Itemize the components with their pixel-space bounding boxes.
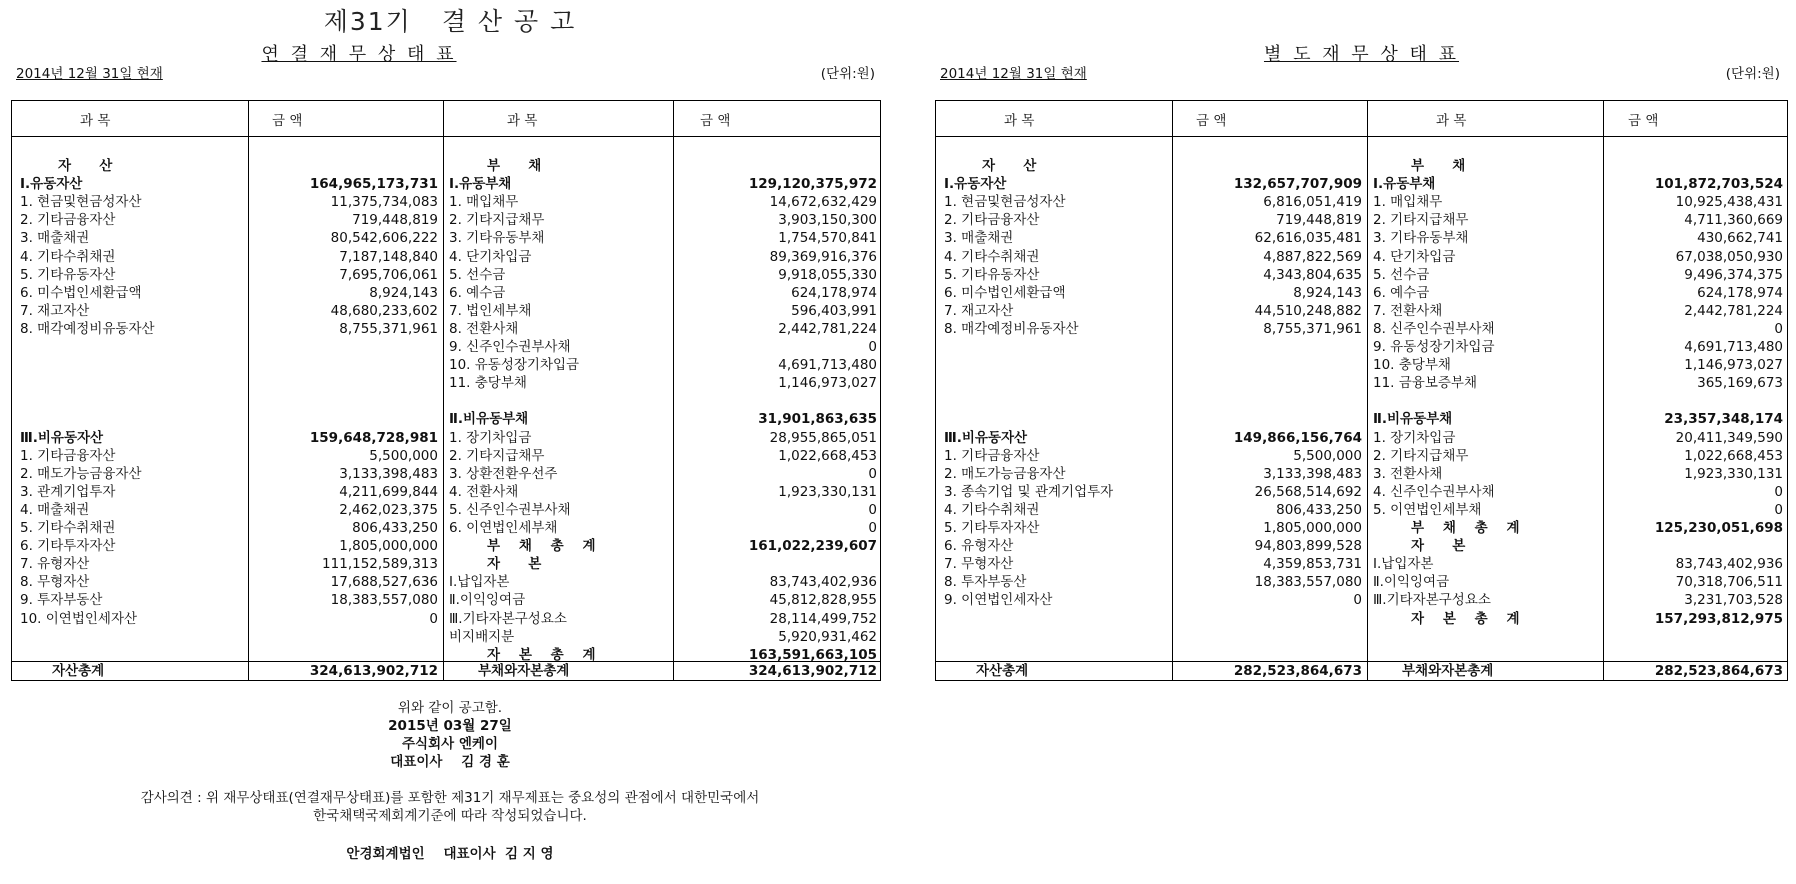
liabilities-amount: 28,955,865,051 [769, 429, 877, 446]
assets-amount: 7,695,706,061 [339, 266, 438, 283]
assets-label: 자 산 [982, 158, 1037, 174]
assets-label: 1. 현금및현금성자산 [20, 194, 142, 211]
liabilities-label: 11. 충당부채 [449, 375, 527, 392]
assets-amount: 0 [1353, 592, 1362, 609]
liabilities-label: Ⅱ.비유동부채 [1373, 411, 1453, 428]
assets-label: 1. 기타금융자산 [20, 447, 116, 464]
header-item: 과 목 [507, 113, 538, 129]
liabilities-label: 6. 이연법인세부채 [449, 520, 558, 536]
liabilities-label: 자 본 [487, 556, 542, 573]
assets-label: 8. 매각예정비유동자산 [20, 320, 155, 337]
liabilities-label: 비지배지분 [449, 628, 515, 645]
liabilities-label: 5. 신주인수권부사채 [449, 501, 571, 518]
liabilities-amount: 89,369,916,376 [769, 248, 877, 265]
liabilities-amount: 125,230,051,698 [1654, 520, 1783, 536]
liabilities-amount: 10,925,438,431 [1675, 194, 1783, 211]
separate-table [935, 100, 1788, 681]
liabilities-amount: 1,923,330,131 [1684, 465, 1783, 482]
liabilities-amount: 101,872,703,524 [1654, 176, 1783, 193]
assets-amount: 719,448,819 [1276, 212, 1362, 229]
liabilities-label: 9. 신주인수권부사채 [449, 339, 571, 355]
assets-label: 2. 기타금융자산 [944, 212, 1040, 229]
liabilities-label: 5. 선수금 [449, 266, 506, 283]
liabilities-label: 2. 기타지급채무 [449, 447, 545, 464]
liabilities-label: Ⅰ.납입자본 [449, 574, 510, 591]
assets-label: 7. 유형자산 [20, 556, 90, 573]
liabilities-label: 8. 신주인수권부사채 [1373, 320, 1495, 337]
liabilities-label: Ⅰ.납입자본 [1373, 556, 1434, 573]
liabilities-amount: 0 [868, 501, 877, 518]
assets-amount: 44,510,248,882 [1254, 302, 1362, 319]
liabilities-amount: 2,442,781,224 [778, 320, 877, 337]
liabilities-label: 부 채 총 계 [1411, 520, 1520, 536]
liabilities-amount: 5,920,931,462 [778, 628, 877, 645]
liabilities-amount: 9,496,374,375 [1684, 266, 1783, 283]
assets-amount: 17,688,527,636 [330, 574, 438, 591]
company-name: 주식회사 엔케이 [402, 736, 498, 752]
assets-label: 8. 무형자산 [20, 574, 90, 591]
assets-amount: 26,568,514,692 [1254, 483, 1362, 500]
assets-amount: 8,924,143 [1293, 284, 1362, 301]
liabilities-amount: 4,691,713,480 [778, 357, 877, 374]
consolidated-statement [11, 40, 897, 680]
liabilities-amount: 9,918,055,330 [778, 266, 877, 283]
header-amount: 금 액 [700, 113, 731, 129]
liabilities-amount: 4,691,713,480 [1684, 339, 1783, 355]
liabilities-amount: 430,662,741 [1697, 230, 1783, 247]
liabilities-amount: 20,411,349,590 [1675, 429, 1783, 446]
assets-label: 1. 기타금융자산 [944, 447, 1040, 464]
liabilities-label: 5. 선수금 [1373, 266, 1430, 283]
liabilities-label: 6. 예수금 [449, 284, 506, 301]
liabilities-label: 3. 기타유동부채 [449, 230, 545, 247]
liabilities-label: 11. 금융보증부채 [1373, 375, 1478, 392]
liabilities-amount: 1,923,330,131 [778, 483, 877, 500]
header-item: 과 목 [80, 113, 111, 129]
assets-label: 6. 미수법인세환급액 [20, 284, 142, 301]
consolidated-table [11, 100, 881, 681]
liabilities-amount: 14,672,632,429 [769, 194, 877, 211]
liabilities-amount: 4,711,360,669 [1684, 212, 1783, 229]
liabilities-label: 4. 단기차입금 [1373, 248, 1456, 265]
liabilities-amount: 1,022,668,453 [1684, 447, 1783, 464]
assets-label: 8. 투자부동산 [944, 574, 1027, 591]
assets-label: 5. 기타투자자산 [944, 520, 1040, 536]
liabilities-label: 4. 단기차입금 [449, 248, 532, 265]
assets-label: 10. 이연법인세자산 [20, 610, 138, 627]
liabilities-amount: 129,120,375,972 [748, 176, 877, 193]
header-amount: 금 액 [1628, 113, 1659, 129]
audit-opinion-line2: 한국채택국제회계기준에 따라 작성되었습니다. [313, 808, 587, 824]
assets-amount: 164,965,173,731 [309, 176, 438, 193]
liabilities-label: 3. 기타유동부채 [1373, 230, 1469, 247]
assets-amount: 3,133,398,483 [1263, 465, 1362, 482]
assets-label: 4. 기타수취채권 [20, 248, 116, 265]
separate-date: 2014년 12월 31일 현재 [940, 66, 1087, 82]
assets-amount: 159,648,728,981 [309, 429, 438, 446]
assets-label: 2. 매도가능금융자산 [944, 465, 1066, 482]
assets-amount: 149,866,156,764 [1233, 429, 1362, 446]
assets-label: 2. 매도가능금융자산 [20, 465, 142, 482]
total-liab: 282,523,864,673 [1654, 663, 1783, 679]
liabilities-amount: 624,178,974 [791, 284, 877, 301]
total-assets: 282,523,864,673 [1233, 663, 1362, 679]
liabilities-amount: 1,146,973,027 [1684, 357, 1783, 374]
assets-amount: 132,657,707,909 [1233, 176, 1362, 193]
liabilities-amount: 0 [868, 339, 877, 355]
assets-label: 8. 매각예정비유동자산 [944, 320, 1079, 337]
liabilities-amount: 70,318,706,511 [1675, 574, 1783, 591]
assets-amount: 1,805,000,000 [1263, 520, 1362, 536]
assets-amount: 4,359,853,731 [1263, 556, 1362, 573]
liabilities-amount: 28,114,499,752 [769, 610, 877, 627]
liabilities-label: Ⅱ.이익잉여금 [1373, 574, 1450, 591]
liabilities-amount: 0 [868, 520, 877, 536]
separate-unit: (단위:원) [1725, 66, 1780, 82]
liabilities-amount: 1,754,570,841 [778, 230, 877, 247]
liabilities-amount: 45,812,828,955 [769, 592, 877, 609]
liabilities-label: 10. 유동성장기차입금 [449, 357, 580, 374]
liabilities-amount: 23,357,348,174 [1664, 411, 1783, 428]
liabilities-amount: 0 [1774, 483, 1783, 500]
assets-label: 4. 기타수취채권 [944, 248, 1040, 265]
liabilities-amount: 67,038,050,930 [1675, 248, 1783, 265]
liabilities-label: Ⅲ.기타자본구성요소 [1373, 592, 1491, 609]
liabilities-amount: 83,743,402,936 [1675, 556, 1783, 573]
liabilities-label: 1. 장기차입금 [1373, 429, 1456, 446]
assets-amount: 62,616,035,481 [1254, 230, 1362, 247]
liabilities-label: 자 본 총 계 [487, 646, 596, 663]
liabilities-label: 부 채 [487, 158, 542, 174]
liabilities-label: 1. 매입채무 [449, 194, 519, 211]
liabilities-label: 9. 유동성장기차입금 [1373, 339, 1495, 355]
liabilities-amount: 0 [1774, 320, 1783, 337]
assets-label: 5. 기타유동자산 [944, 266, 1040, 283]
liabilities-amount: 1,146,973,027 [778, 375, 877, 392]
liabilities-amount: 163,591,663,105 [748, 646, 877, 663]
audit-opinion-line1: 감사의견 : 위 재무상태표(연결재무상태표)를 포함한 제31기 재무제표는 중요성의 관점에서 대한민국에서 [140, 790, 760, 806]
assets-label: 4. 기타수취채권 [944, 501, 1040, 518]
consolidated-date: 2014년 12월 31일 현재 [16, 66, 163, 82]
assets-amount: 3,133,398,483 [339, 465, 438, 482]
liabilities-amount: 3,231,703,528 [1684, 592, 1783, 609]
assets-amount: 806,433,250 [1276, 501, 1362, 518]
liabilities-label: 3. 전환사채 [1373, 465, 1443, 482]
assets-label: 9. 투자부동산 [20, 592, 103, 609]
liabilities-label: 자 본 총 계 [1411, 610, 1520, 627]
consolidated-title: 연 결 재 무 상 태 표 [261, 44, 457, 65]
consolidated-unit: (단위:원) [820, 66, 875, 82]
header-item: 과 목 [1004, 113, 1035, 129]
assets-amount: 8,924,143 [369, 284, 438, 301]
assets-label: 3. 종속기업 및 관계기업투자 [944, 483, 1114, 500]
assets-amount: 8,755,371,961 [1263, 320, 1362, 337]
liabilities-amount: 3,903,150,300 [778, 212, 877, 229]
assets-label: 3. 매출채권 [20, 230, 90, 247]
auditor-name: 안경회계법인 대표이사 김 지 영 [346, 846, 554, 862]
liabilities-label: 4. 신주인수권부사채 [1373, 483, 1495, 500]
liabilities-label: 6. 예수금 [1373, 284, 1430, 301]
total-assets: 324,613,902,712 [309, 663, 438, 679]
assets-amount: 5,500,000 [1293, 447, 1362, 464]
assets-amount: 806,433,250 [352, 520, 438, 536]
liabilities-label: 8. 전환사채 [449, 320, 519, 337]
assets-amount: 94,803,899,528 [1254, 538, 1362, 555]
liabilities-amount: 83,743,402,936 [769, 574, 877, 591]
assets-amount: 6,816,051,419 [1263, 194, 1362, 211]
assets-amount: 0 [429, 610, 438, 627]
liabilities-amount: 365,169,673 [1697, 375, 1783, 392]
total-liab: 324,613,902,712 [748, 663, 877, 679]
liabilities-label: 2. 기타지급채무 [449, 212, 545, 229]
page-title [0, 2, 900, 38]
assets-amount: 18,383,557,080 [1254, 574, 1362, 591]
liabilities-label: 5. 이연법인세부채 [1373, 501, 1482, 518]
liabilities-label: 2. 기타지급채무 [1373, 447, 1469, 464]
assets-label: 3. 관계기업투자 [20, 483, 116, 500]
liabilities-amount: 0 [868, 465, 877, 482]
assets-label: 자 산 [58, 158, 113, 174]
assets-amount: 111,152,589,313 [322, 556, 438, 573]
liabilities-amount: 2,442,781,224 [1684, 302, 1783, 319]
assets-amount: 80,542,606,222 [330, 230, 438, 247]
assets-amount: 18,383,557,080 [330, 592, 438, 609]
header-item: 과 목 [1436, 113, 1467, 129]
liabilities-label: 7. 법인세부채 [449, 302, 532, 319]
assets-amount: 719,448,819 [352, 212, 438, 229]
liabilities-label: 4. 전환사채 [449, 483, 519, 500]
assets-amount: 2,462,023,375 [339, 501, 438, 518]
assets-label: 7. 재고자산 [20, 302, 90, 319]
liabilities-amount: 596,403,991 [791, 302, 877, 319]
liabilities-label: 7. 전환사채 [1373, 302, 1443, 319]
separate-title: 별 도 재 무 상 태 표 [1263, 44, 1460, 65]
liabilities-label: Ⅰ.유동부채 [449, 176, 512, 193]
assets-label: 2. 기타금융자산 [20, 212, 116, 229]
assets-label: Ⅰ.유동자산 [20, 176, 83, 193]
assets-label: 6. 미수법인세환급액 [944, 284, 1066, 301]
liabilities-label: 부 채 [1411, 158, 1466, 174]
liabilities-label: 부 채 총 계 [487, 538, 596, 555]
liabilities-label: Ⅰ.유동부채 [1373, 176, 1436, 193]
ceo-name: 대표이사 김 경 훈 [390, 754, 510, 770]
liabilities-amount: 0 [1774, 501, 1783, 518]
assets-label: Ⅲ.비유동자산 [944, 429, 1028, 446]
liabilities-label: 10. 충당부채 [1373, 357, 1451, 374]
liabilities-label: 1. 매입채무 [1373, 194, 1443, 211]
assets-label: 5. 기타유동자산 [20, 266, 116, 283]
header-amount: 금 액 [272, 113, 303, 129]
assets-amount: 48,680,233,602 [330, 302, 438, 319]
assets-label: 1. 현금및현금성자산 [944, 194, 1066, 211]
total-assets-label: 자산총계 [52, 663, 105, 679]
liabilities-amount: 1,022,668,453 [778, 447, 877, 464]
header-amount: 금 액 [1196, 113, 1227, 129]
assets-amount: 4,211,699,844 [339, 483, 438, 500]
separate-statement [935, 40, 1788, 680]
liabilities-label: Ⅲ.기타자본구성요소 [449, 610, 567, 627]
liabilities-label: 3. 상환전환우선주 [449, 465, 558, 482]
liabilities-label: 2. 기타지급채무 [1373, 212, 1469, 229]
liabilities-amount: 157,293,812,975 [1654, 610, 1783, 627]
total-assets-label: 자산총계 [976, 663, 1029, 679]
assets-label: 6. 유형자산 [944, 538, 1014, 555]
title-period: 제31기 [323, 7, 412, 36]
assets-label: 4. 매출채권 [20, 501, 90, 518]
assets-amount: 11,375,734,083 [330, 194, 438, 211]
liabilities-amount: 161,022,239,607 [748, 538, 877, 555]
notice-text: 위와 같이 공고함. [397, 700, 503, 716]
assets-amount: 5,500,000 [369, 447, 438, 464]
liabilities-label: Ⅱ.비유동부채 [449, 411, 529, 428]
assets-label: 7. 재고자산 [944, 302, 1014, 319]
assets-label: 5. 기타수취채권 [20, 520, 116, 536]
liabilities-label: 1. 장기차입금 [449, 429, 532, 446]
assets-label: 7. 무형자산 [944, 556, 1014, 573]
assets-label: Ⅰ.유동자산 [944, 176, 1007, 193]
total-liab-label: 부채와자본총계 [478, 663, 570, 679]
title-text: 결 산 공 고 [441, 7, 577, 36]
liabilities-amount: 31,901,863,635 [758, 411, 877, 428]
assets-amount: 4,343,804,635 [1263, 266, 1362, 283]
liabilities-label: 자 본 [1411, 538, 1466, 555]
assets-amount: 8,755,371,961 [339, 320, 438, 337]
assets-amount: 7,187,148,840 [339, 248, 438, 265]
assets-amount: 4,887,822,569 [1263, 248, 1362, 265]
liabilities-label: Ⅱ.이익잉여금 [449, 592, 526, 609]
assets-label: Ⅲ.비유동자산 [20, 429, 104, 446]
assets-amount: 1,805,000,000 [339, 538, 438, 555]
notice-date: 2015년 03월 27일 [388, 718, 512, 734]
assets-label: 3. 매출채권 [944, 230, 1014, 247]
liabilities-amount: 624,178,974 [1697, 284, 1783, 301]
assets-label: 6. 기타투자자산 [20, 538, 116, 555]
assets-label: 9. 이연법인세자산 [944, 592, 1053, 609]
total-liab-label: 부채와자본총계 [1402, 663, 1494, 679]
